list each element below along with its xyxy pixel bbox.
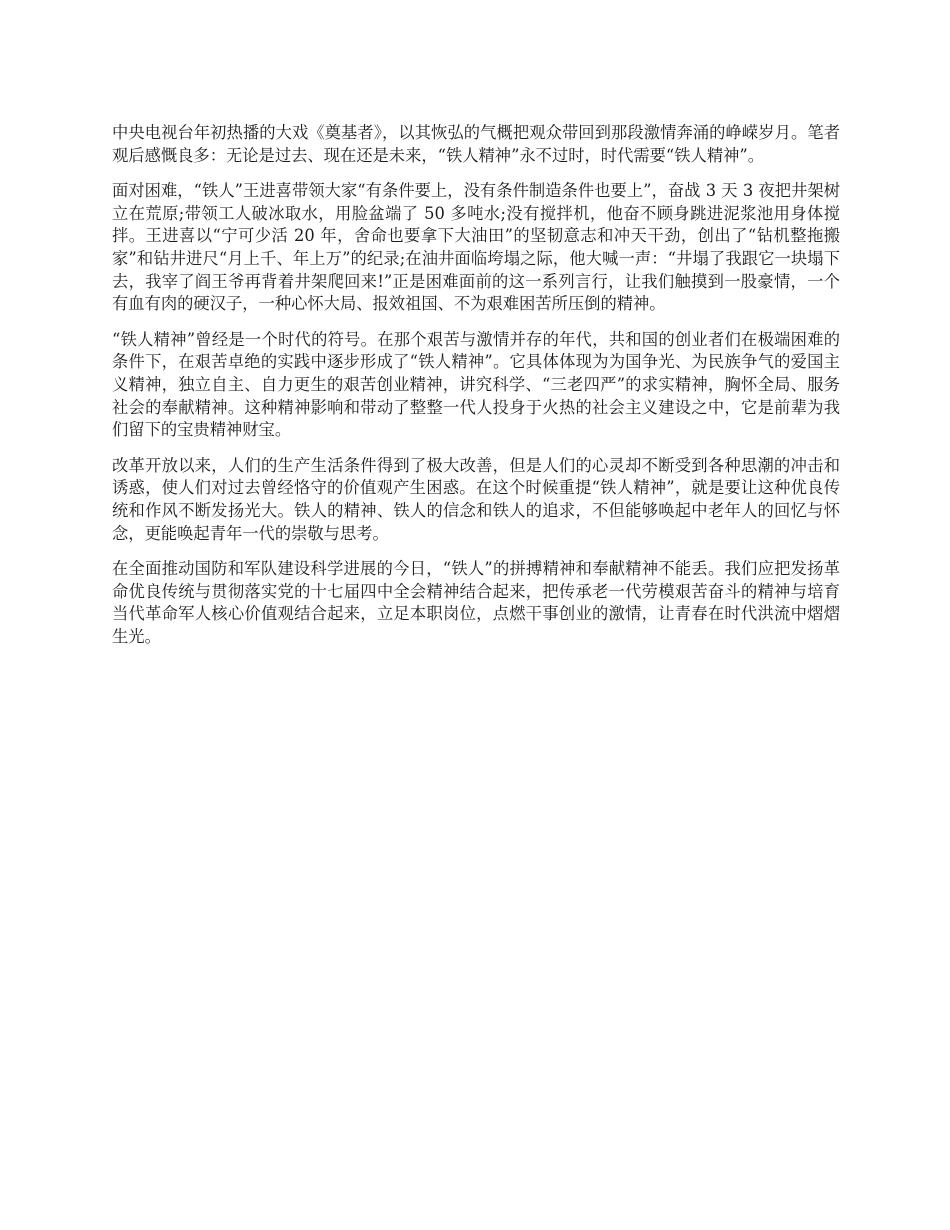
paragraph-intro: 中央电视台年初热播的大戏《奠基者》，以其恢弘的气概把观众带回到那段激情奔涌的峥嵘岁月。笔者观后感慨良多：无论是过去、现在还是未来，“铁人精神”永不过时，时代需要“铁人精神”。	[112, 123, 840, 165]
paragraph-era-symbol: “铁人精神”曾经是一个时代的符号。在那个艰苦与激情并存的年代，共和国的创业者们在极端困难的条件下，在艰苦卓绝的实践中逐步形成了“铁人精神”。它具体体现为为国争光、为民族争气的爱国主义精神，独立自主、自力更生的艰苦创业精神，讲究科学、“三老四严”的求实精神，胸怀全局、服务社会的奉献精神。这种精神影响和带动了整整一代人投身于火热的社会主义建设之中，它是前辈为我们留下的宝贵精神财宝。	[112, 329, 840, 440]
paragraph-conclusion: 在全面推动国防和军队建设科学进展的今日，“铁人”的拼搏精神和奉献精神不能丢。我们应把发扬革命优良传统与贯彻落实党的十七届四中全会精神结合起来，把传承老一代劳模艰苦奋斗的精神与培育当代革命军人核心价值观结合起来，立足本职岗位，点燃干事创业的激情，让青春在时代洪流中熠熠生光。	[112, 559, 840, 646]
document-body	[112, 122, 840, 661]
paragraph-reform: 改革开放以来，人们的生产生活条件得到了极大改善，但是人们的心灵却不断受到各种思潮的冲击和诱惑，使人们对过去曾经恪守的价值观产生困惑。在这个时候重提“铁人精神”，就是要让这种优良传统和作风不断发扬光大。铁人的精神、铁人的信念和铁人的追求，不但能够唤起中老年人的回忆与怀念，更能唤起青年一代的崇敬与思考。	[112, 455, 840, 543]
paragraph-wang-jinxi: 面对困难，“铁人”王进喜带领大家“有条件要上，没有条件制造条件也要上”，奋战 3 天 3 夜把井架树立在荒原;带领工人破冰取水，用脸盆端了 50 多吨水;没有搅拌机，他奋不顾身跳进泥浆池用身体搅拌。王进喜以“宁可少活 20 年，舍命也要拿下大油田”的坚韧意志和冲天干劲，创出了“钻机整拖搬家”和钻井进尺“月上千、年上万”的纪录;在油井面临垮塌之际，他大喊一声：“井塌了我跟它一块塌下去，我宰了阎王爷再背着井架爬回来!”正是困难面前的这一系列言行，让我们触摸到一股豪情，一个有血有肉的硬汉子，一种心怀大局、报效祖国、不为艰难困苦所压倒的精神。	[112, 181, 840, 314]
